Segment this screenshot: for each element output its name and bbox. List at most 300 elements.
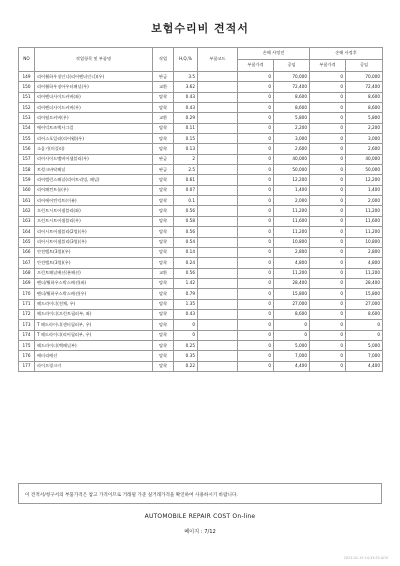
row-post-part-price: 0 [310,92,346,102]
table-row [19,103,383,113]
header-post-part-price: 부품가격 [310,60,346,72]
row-item: 소음기(머플러) [35,144,153,154]
row-post-labor: 8,600 [346,309,383,319]
row-post-part-price: 0 [310,340,346,350]
row-post-labor: 4,400 [346,361,383,371]
row-part-code [198,299,238,309]
row-no: 161 [19,196,35,206]
row-work: 탈착 [153,247,174,257]
row-part-code [198,165,238,175]
row-post-labor: 15,800 [346,289,383,299]
row-no: 150 [19,82,35,92]
row-pre-part-price: 0 [238,72,274,82]
header-hq: H,Q,% [174,48,198,72]
print-stamp: 2023-01-19 14:33:53 AOS [343,556,388,560]
row-pre-labor: 27,000 [274,299,310,309]
row-item: 헤드라이너(전체, 우) [35,299,153,309]
page-number: 페이지 : 7/12 [184,529,216,535]
row-work: 탈착 [153,175,174,185]
row-pre-part-price: 0 [238,340,274,350]
row-hq: 3.5 [174,72,198,82]
row-pre-part-price: 0 [238,309,274,319]
row-part-code [198,289,238,299]
header-pre-part-price: 부품가격 [238,60,274,72]
header-work: 작업 [153,48,174,72]
row-post-part-price: 0 [310,82,346,92]
row-pre-part-price: 0 [238,175,274,185]
row-item: T 헤드라이너(센터필러부, 우) [35,320,153,330]
row-part-code [198,237,238,247]
row-item: 펜더/휠하우스박스배선(우) [35,289,153,299]
row-pre-labor: 2,600 [274,144,310,154]
row-item: 에어덕트즈백사그컬 [35,123,153,133]
row-part-code [198,175,238,185]
row-pre-labor: 4,400 [274,361,310,371]
row-post-labor: 7,000 [346,351,383,361]
table-row [19,268,383,278]
row-item: 펜더/휠하우스박스배선(좌) [35,278,153,288]
row-pre-labor: 5,000 [274,340,310,350]
row-pre-labor: 1,400 [274,185,310,195]
row-post-part-price: 0 [310,320,346,330]
row-part-code [198,144,238,154]
row-hq: 0.35 [174,351,198,361]
row-pre-labor: 40,000 [274,154,310,164]
row-post-labor: 4,800 [346,258,383,268]
row-pre-labor: 7,000 [274,351,310,361]
row-post-labor: 8,600 [346,103,383,113]
row-part-code [198,123,238,133]
table-row [19,340,383,350]
row-part-code [198,340,238,350]
row-post-labor: 11,200 [346,206,383,216]
row-post-labor: 28,400 [346,278,383,288]
row-work: 교환 [153,268,174,278]
row-post-labor: 3,000 [346,134,383,144]
row-post-part-price: 0 [310,351,346,361]
table-row [19,185,383,195]
table-row [19,330,383,340]
row-pre-part-price: 0 [238,165,274,175]
table-row [19,361,383,371]
row-pre-labor: 3,000 [274,134,310,144]
table-row [19,92,383,102]
row-part-code [198,82,238,92]
row-hq: 0.43 [174,92,198,102]
row-hq: 0.54 [174,237,198,247]
row-pre-part-price: 0 [238,185,274,195]
row-post-part-price: 0 [310,278,346,288]
row-pre-part-price: 0 [238,278,274,288]
row-no: 154 [19,123,35,133]
header-pre-assessment: 손해 사정전 [238,48,310,60]
row-no: 160 [19,185,35,195]
row-hq: 0.43 [174,309,198,319]
row-no: 175 [19,340,35,350]
row-pre-labor: 8,600 [274,309,310,319]
table-row [19,289,383,299]
row-work: 탈착 [153,309,174,319]
row-item: 리어사이드멤버어셈블리(우) [35,154,153,164]
table-row [19,144,383,154]
table-row [19,113,383,123]
table-row [19,175,383,185]
row-work: 탈착 [153,216,174,226]
table-row [19,216,383,226]
row-no: 151 [19,92,35,102]
row-part-code [198,185,238,195]
row-item: 리어휠하우징인너(리어펜더인너)(우) [35,72,153,82]
row-item: 리어펜더사이드커버(우) [35,103,153,113]
row-work: 교환 [153,82,174,92]
row-pre-labor: 50,000 [274,165,310,175]
row-no: 157 [19,154,35,164]
row-pre-labor: 4,800 [274,258,310,268]
header-part-code: 부품코드 [198,48,238,72]
row-hq: 0.56 [174,206,198,216]
footer-title: AUTOMOBILE REPAIR COST On-line [144,513,256,520]
row-no: 173 [19,320,35,330]
row-hq: 0.56 [174,268,198,278]
row-post-part-price: 0 [310,237,346,247]
row-pre-part-price: 0 [238,289,274,299]
row-item: 리어휠하우징아우터패널(우) [35,82,153,92]
row-item: 헤드라이너(백패널부) [35,340,153,350]
row-part-code [198,351,238,361]
row-part-code [198,103,238,113]
row-hq: 1.35 [174,299,198,309]
table-row [19,247,383,257]
row-no: 164 [19,227,35,237]
row-part-code [198,196,238,206]
row-item: 프런트시트어셈블리(우) [35,216,153,226]
row-no: 169 [19,278,35,288]
row-post-part-price: 0 [310,268,346,278]
row-post-labor: 2,200 [346,123,383,133]
row-hq: 0.14 [174,247,198,257]
row-work: 탈착 [153,134,174,144]
table-row [19,299,383,309]
row-post-part-price: 0 [310,227,346,237]
table-row [19,351,383,361]
row-post-part-price: 0 [310,196,346,206]
row-part-code [198,361,238,371]
header-pre-labor: 공임 [274,60,310,72]
row-hq: 0.22 [174,361,198,371]
row-pre-labor: 0 [274,330,310,340]
row-part-code [198,320,238,330]
document-title: 보험수리비 견적서 [151,22,249,35]
header-no: NO [19,48,35,72]
row-pre-part-price: 0 [238,92,274,102]
row-no: 163 [19,216,35,226]
row-post-labor: 11,200 [346,268,383,278]
row-hq: 1.42 [174,278,198,288]
row-no: 162 [19,206,35,216]
row-post-labor: 27,000 [346,299,383,309]
row-hq: 0.61 [174,175,198,185]
row-no: 172 [19,309,35,319]
row-work: 탈착 [153,351,174,361]
row-post-labor: 10,800 [346,237,383,247]
row-item: 배터리배선 [35,351,153,361]
row-work: 탈착 [153,340,174,350]
row-post-part-price: 0 [310,144,346,154]
row-post-labor: 70,000 [346,72,383,82]
row-post-labor: 1,400 [346,185,383,195]
row-no: 149 [19,72,35,82]
disclaimer-note: 이 견적서/청구서의 부품가격은 참고 가격이므로 거래될 가준 실거래가격을 확인하여 사용하시기 바랍니다. [18,483,382,504]
row-hq: 0.07 [174,185,198,195]
row-no: 153 [19,113,35,123]
row-work: 탈착 [153,289,174,299]
row-hq: 0 [174,320,198,330]
row-hq: 0.56 [174,227,198,237]
row-work: 탈착 [153,206,174,216]
row-work: 판금 [153,72,174,82]
row-hq: 0.29 [174,113,198,123]
header-post-labor: 공임 [346,60,383,72]
row-item: 헤드라이너(프런트필러부, 좌) [35,309,153,319]
table-row [19,72,383,82]
row-post-labor: 2,800 [346,247,383,257]
row-post-labor: 11,200 [346,227,383,237]
row-work: 탈착 [153,185,174,195]
table-row [19,82,383,92]
row-item: 리어에어컨덕트(이뷰) [35,196,153,206]
row-hq: 0 [174,330,198,340]
table-row [19,196,383,206]
row-part-code [198,72,238,82]
row-no: 166 [19,247,35,257]
row-hq: 0.24 [174,258,198,268]
row-pre-part-price: 0 [238,206,274,216]
row-pre-labor: 28,400 [274,278,310,288]
table-row [19,320,383,330]
row-post-part-price: 0 [310,361,346,371]
row-item: 리어스포일러(리어윙)(우) [35,134,153,144]
row-no: 165 [19,237,35,247]
repair-cost-table [18,47,383,372]
row-no: 156 [19,144,35,154]
row-work: 탈착 [153,237,174,247]
row-post-part-price: 0 [310,206,346,216]
row-no: 174 [19,330,35,340]
row-post-part-price: 0 [310,134,346,144]
row-pre-part-price: 0 [238,268,274,278]
row-pre-part-price: 0 [238,247,274,257]
row-post-part-price: 0 [310,72,346,82]
row-work: 탈착 [153,92,174,102]
row-item: 리어펌프커버(우) [35,113,153,123]
row-pre-part-price: 0 [238,113,274,123]
row-pre-part-price: 0 [238,144,274,154]
row-post-part-price: 0 [310,113,346,123]
row-pre-part-price: 0 [238,216,274,226]
row-work: 탈착 [153,299,174,309]
row-pre-part-price: 0 [238,154,274,164]
row-pre-part-price: 0 [238,237,274,247]
row-post-part-price: 0 [310,289,346,299]
row-item: 리어펜더사이드커버(좌) [35,92,153,102]
row-work: 판금 [153,154,174,164]
row-no: 176 [19,351,35,361]
table-row [19,258,383,268]
row-post-part-price: 0 [310,330,346,340]
row-pre-part-price: 0 [238,330,274,340]
row-hq: 0.25 [174,340,198,350]
row-part-code [198,247,238,257]
row-work: 탈착 [153,196,174,206]
row-part-code [198,309,238,319]
row-post-labor: 11,600 [346,216,383,226]
row-no: 170 [19,289,35,299]
row-work: 탈착 [153,330,174,340]
row-post-labor: 12,200 [346,175,383,185]
row-pre-labor: 2,800 [274,247,310,257]
row-item: 프런트패널배선(분해선) [35,268,153,278]
row-hq: 0.1 [174,196,198,206]
row-hq: 2 [174,154,198,164]
row-work: 탈착 [153,103,174,113]
header-item: 작업항목 및 부품명 [35,48,153,72]
row-item: 리어시트어셈블리(2열)(우) [35,227,153,237]
row-no: 177 [19,361,35,371]
row-pre-labor: 11,200 [274,268,310,278]
row-pre-part-price: 0 [238,258,274,268]
row-pre-part-price: 0 [238,196,274,206]
row-no: 171 [19,299,35,309]
row-post-labor: 5,000 [346,340,383,350]
row-post-part-price: 0 [310,258,346,268]
row-hq: 0.13 [174,144,198,154]
row-post-part-price: 0 [310,299,346,309]
row-post-part-price: 0 [310,216,346,226]
row-pre-part-price: 0 [238,103,274,113]
row-no: 159 [19,175,35,185]
row-hq: 2.5 [174,165,198,175]
row-no: 158 [19,165,35,175]
row-no: 168 [19,268,35,278]
row-pre-labor: 0 [274,320,310,330]
row-post-part-price: 0 [310,309,346,319]
row-item: 프런트시트어셈블리(좌) [35,206,153,216]
row-work: 판금 [153,165,174,175]
row-post-part-price: 0 [310,165,346,175]
row-post-labor: 2,000 [346,196,383,206]
row-pre-labor: 8,600 [274,92,310,102]
row-work: 탈착 [153,123,174,133]
row-hq: 0.58 [174,216,198,226]
row-post-part-price: 0 [310,185,346,195]
row-pre-part-price: 0 [238,82,274,92]
row-part-code [198,113,238,123]
row-item: T 헤드라이너(리어필러부, 우) [35,330,153,340]
row-hq: 0.11 [174,123,198,133]
row-item: 리어패컨트롤(우) [35,185,153,195]
row-part-code [198,154,238,164]
row-post-labor: 8,600 [346,92,383,102]
table-row [19,154,383,164]
row-post-labor: 2,600 [346,144,383,154]
row-hq: 0.15 [174,134,198,144]
row-pre-labor: 12,200 [274,175,310,185]
row-part-code [198,134,238,144]
row-part-code [198,206,238,216]
row-post-part-price: 0 [310,175,346,185]
row-work: 탈착 [153,320,174,330]
row-part-code [198,268,238,278]
row-item: 파이프링크키 [35,361,153,371]
row-part-code [198,330,238,340]
row-pre-labor: 8,600 [274,103,310,113]
table-row [19,206,383,216]
row-part-code [198,278,238,288]
row-item: 안전벨트(3열)(우) [35,247,153,257]
table-row [19,227,383,237]
row-part-code [198,258,238,268]
row-pre-labor: 11,200 [274,227,310,237]
table-row [19,123,383,133]
row-post-part-price: 0 [310,247,346,257]
row-no: 155 [19,134,35,144]
row-work: 탈착 [153,227,174,237]
row-pre-part-price: 0 [238,123,274,133]
row-item: 트렁크바닥패널 [35,165,153,175]
row-post-labor: 40,000 [346,154,383,164]
row-work: 탈착 [153,144,174,154]
row-item: 안전벨트(3열)(우) [35,258,153,268]
row-part-code [198,92,238,102]
row-pre-labor: 15,800 [274,289,310,299]
row-pre-labor: 2,000 [274,196,310,206]
row-pre-labor: 11,600 [274,216,310,226]
row-pre-part-price: 0 [238,299,274,309]
row-post-labor: 0 [346,330,383,340]
row-work: 탈착 [153,278,174,288]
row-post-part-price: 0 [310,123,346,133]
row-post-labor: 50,000 [346,165,383,175]
row-hq: 0.43 [174,103,198,113]
row-pre-part-price: 0 [238,351,274,361]
table-row [19,237,383,247]
row-post-part-price: 0 [310,154,346,164]
row-pre-labor: 72,400 [274,82,310,92]
row-post-labor: 0 [346,320,383,330]
table-body [19,72,383,372]
row-part-code [198,227,238,237]
row-no: 167 [19,258,35,268]
row-pre-labor: 70,000 [274,72,310,82]
table-row [19,309,383,319]
row-pre-part-price: 0 [238,361,274,371]
row-item: 리어시트어셈블리(3열)(우) [35,237,153,247]
row-work: 교환 [153,113,174,123]
row-pre-part-price: 0 [238,227,274,237]
table-row [19,134,383,144]
row-work: 탈착 [153,361,174,371]
row-no: 152 [19,103,35,113]
row-item: 리어밸런스패널(리어트리밍, 패널) [35,175,153,185]
table-row [19,278,383,288]
row-pre-labor: 2,200 [274,123,310,133]
row-pre-labor: 11,200 [274,206,310,216]
row-hq: 3.62 [174,82,198,92]
table-row [19,165,383,175]
row-post-labor: 72,400 [346,82,383,92]
row-part-code [198,216,238,226]
row-pre-labor: 5,800 [274,113,310,123]
